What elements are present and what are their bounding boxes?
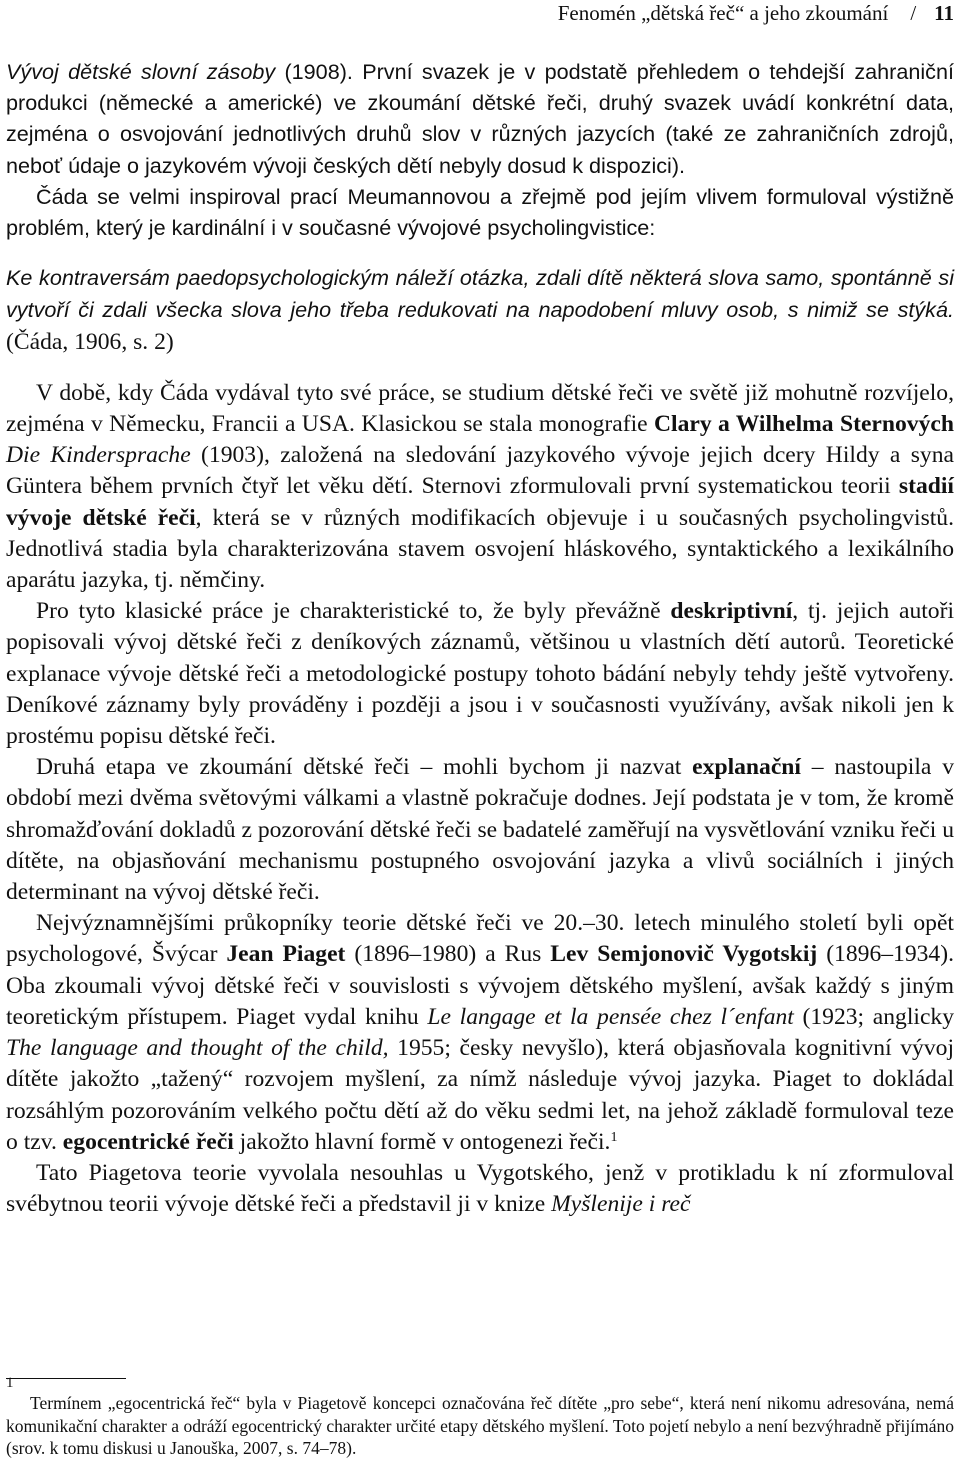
book-title-piaget-fr: Le langage et la pensée chez l´enfant <box>427 1003 794 1030</box>
paragraph-5: Druhá etapa ve zkoumání dětské řeči – mohli bychom ji nazvat explanační – nastoupila v období mezi dvěma světovými válkami a vlastně pokračuje dodnes. Její podstata je v tom, že kromě shromažďování dokladů z pozorování dětské řeči se badatelé zaměřují na vysvětlování vzniku řeči u dítěte, na objasňování mechanismu postupného osvojování jazyka a vlivů sociálních i jiných determinant na vývoj dětské řeči. <box>6 754 954 906</box>
paragraph-7: Tato Piagetova teorie vyvolala nesouhlas u Vygotského, jenž v protikladu k ní zformuloval svébytnou teorii vývoje dětské řeči a představil ji v knize Myšlenije i reč <box>6 1159 954 1218</box>
paragraph-2: Čáda se velmi inspiroval prací Meumannovou a zřejmě pod jejím vlivem formuloval výstižně problém, který je kardinální i v současné vývojové psycholingvistice: <box>6 183 954 241</box>
book-title-kindersprache: Die Kindersprache <box>6 442 191 469</box>
block-quote <box>6 262 954 358</box>
quote-citation: (Čáda, 1906, s. 2) <box>6 328 174 355</box>
main-text <box>6 56 954 1220</box>
term-egocentricke-reci: egocentrické řeči <box>62 1128 234 1155</box>
paragraph-1: Vývoj dětské slovní zásoby (1908). První svazek je v podstatě přehledem o tehdejší zahraniční produkci (německé a americké) ve zkoumání dětské řeči, druhý svazek uvádí konkrétní data, zejména o osvojování jednotlivých druhů slov v různých jazycích (také ze zahraničních zdrojů, neboť údaje o jazykovém vývoji českých dětí nebyly dosud k dispozici). <box>6 59 954 178</box>
footnote-text: Termínem „egocentrická řeč“ byla v Piagetově koncepci označována řeč dítěte „pro sebe“, která není nikomu adresována, nemá komunikační charakter a odráží egocentrický charakter určité etapy dětského myšlení. Toto pojetí nebylo a není bezvýhradně přijímáno (srov. k tomu diskusi u Janouška, 2007, s. 74–78). <box>6 1393 954 1458</box>
term-stadii: stadií vývoje dětské řeči <box>6 473 954 531</box>
running-header <box>558 0 954 26</box>
running-title: Fenomén „dětská řeč“ a jeho zkoumání <box>557 1 889 25</box>
book-title-vyvoj: Vývoj dětské slovní zásoby <box>6 59 276 84</box>
header-separator: / <box>910 1 917 25</box>
page-number: 11 <box>934 1 954 25</box>
quote-text: Ke kontraversám paedopsychologickým náleží otázka, zdali dítě některá slova samo, spontánně si vytvoří či zdali všecka slova jeho třeba redukovati na napodobení mluvy osob, s nimiž se stýká. <box>6 265 954 323</box>
sterns-names: Clary a Wilhelma Sternových <box>653 411 954 438</box>
name-piaget: Jean Piaget <box>226 941 346 968</box>
book-title-vygotskij: Myšlenije i reč <box>551 1191 691 1218</box>
term-explanacni: explanační <box>692 754 801 781</box>
footnote-mark: 1 <box>6 1375 14 1391</box>
footnote-reference[interactable]: 1 <box>610 1129 618 1145</box>
paragraph-3: V době, kdy Čáda vydával tyto své práce, se studium dětské řeči ve světě již mohutně rozvíjelo, zejména v Německu, Francii a USA. Klasickou se stala monografie Clary a Wilhelma Sternových Die Kindersprache (1903), založená na sledování jazykového vývoje jejich dcery Hildy a syna Güntera během prvních čtyř let věku dětí. Sternovi zformulovali první systematickou teorii stadií vývoje dětské řeči, která se v různých modifikacích objevuje i u současných psycholingvistů. Jednotlivá stadia byla charakterizována stavem osvojení hláskového, syntaktického a lexikálního aparátu jazyka, tj. němčiny. <box>6 379 955 594</box>
paragraph-4: Pro tyto klasické práce je charakteristické to, že byly převážně deskriptivní, tj. jejich autoři popisovali vývoj dětské řeči z deníkových záznamů, většinou u vlastních dětí autorů. Teoretické explanace vývoje dětské řeči a metodologické postupy tohoto bádání nebyly tehdy ještě vytvořeny. Deníkové záznamy byly prováděny i později a jsou i v současnosti využívány, avšak nikoli jen k prostému popisu dětské řeči. <box>6 598 954 750</box>
name-vygotskij: Lev Semjonovič Vygotskij <box>550 941 818 968</box>
footnote-divider <box>6 1378 126 1379</box>
book-title-piaget-en: The language and thought of the child, <box>6 1035 389 1062</box>
term-deskriptivni: deskriptivní <box>670 598 793 625</box>
paragraph-6: Nejvýznamnějšími průkopníky teorie dětské řeči ve 20.–30. letech minulého století byli opět psychologové, Švýcar Jean Piaget (1896–1980) a Rus Lev Semjonovič Vygotskij (1896–1934). Oba zkoumali vývoj dětské řeči v souvislosti s vývojem dětského myšlení, avšak každý s jiným teoretickým přístupem. Piaget vydal knihu Le langage et la pensée chez l´enfant (1923; anglicky The language and thought of the child, 1955; česky nevyšlo), která objasňovala kognitivní vývoj dítěte jakožto „tažený“ rozvojem myšlení, za nímž následuje vývoj jazyka. Piaget to dokládal rozsáhlým pozorováním velkého počtu dětí až do věku sedmi let, na jehož základě formuloval teze o tzv. egocentrické řeči jakožto hlavní formě v ontogenezi řeči.$^1$ <box>6 910 955 1155</box>
footnote <box>6 1375 954 1460</box>
